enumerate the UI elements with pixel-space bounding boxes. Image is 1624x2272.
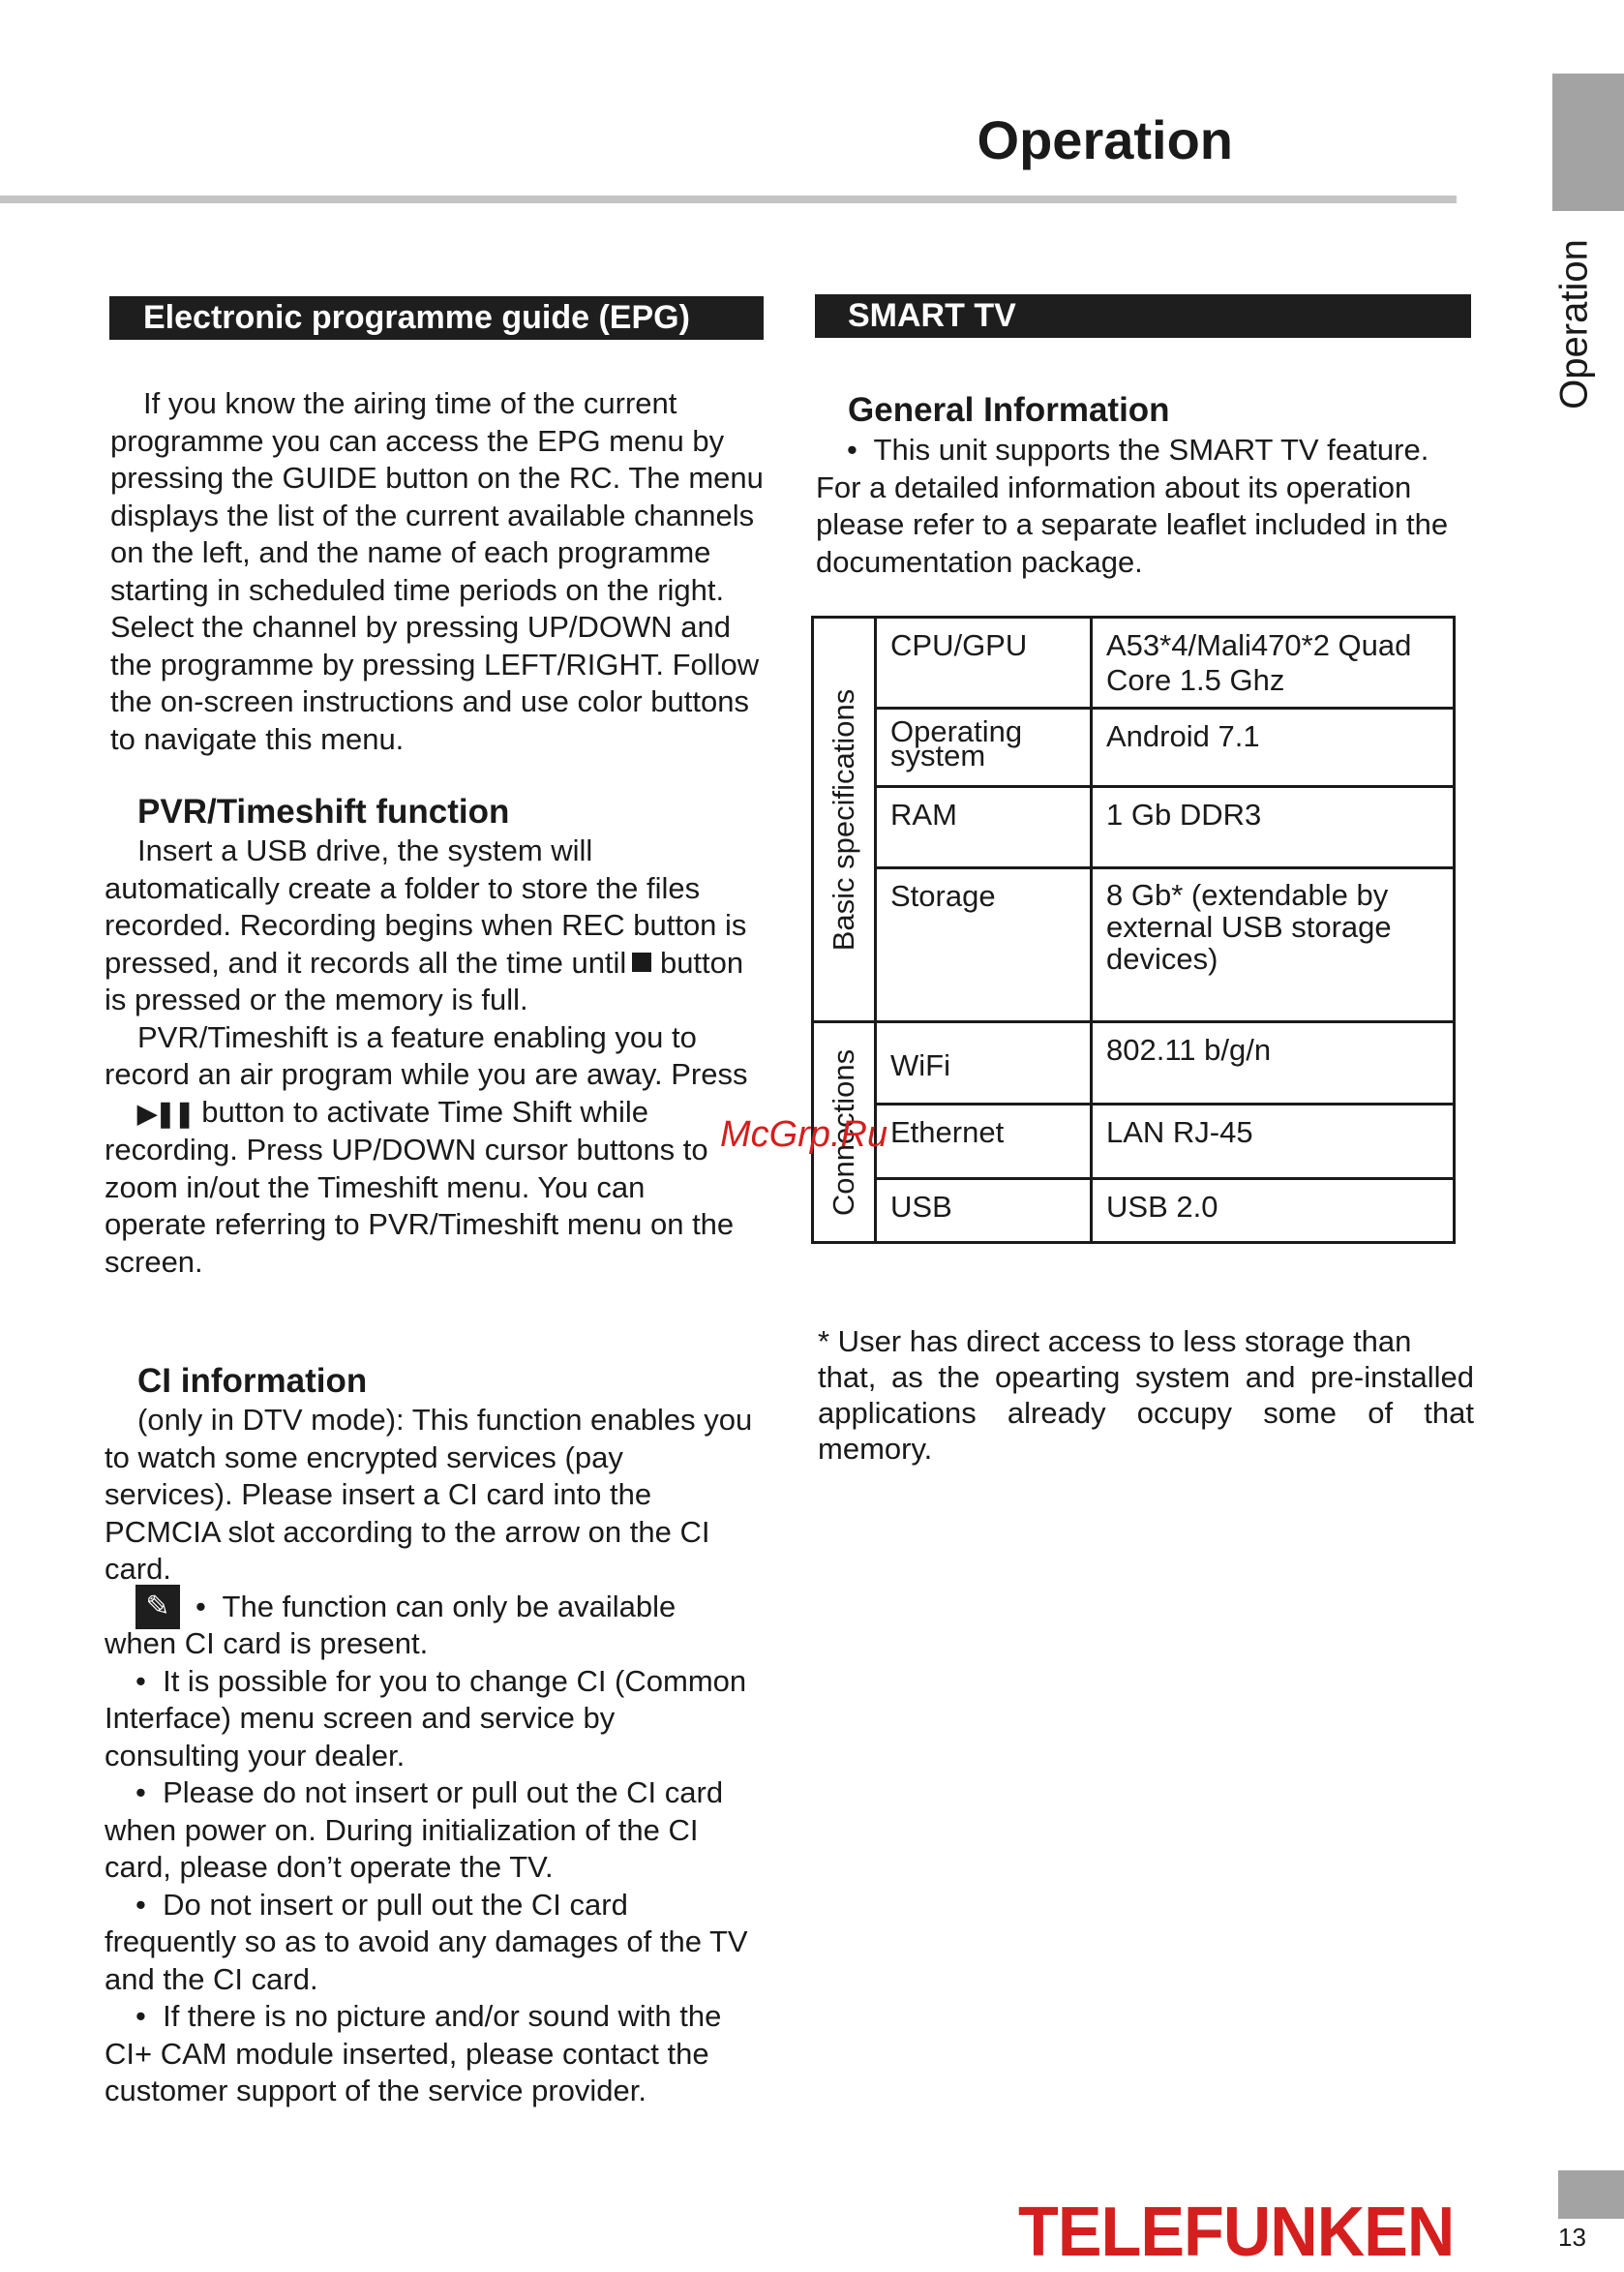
table-row bbox=[813, 618, 1455, 709]
spec-key: CPU/GPU bbox=[876, 618, 1092, 709]
smart-heading: SMART TV bbox=[848, 297, 1016, 334]
spec-key: Ethernet bbox=[876, 1105, 1092, 1179]
ci-bullet: • If there is no picture and/or sound with the CI+ CAM module inserted, please contact the customer support of the service provider. bbox=[105, 1999, 722, 2107]
pvr-paragraph-2: PVR/Timeshift is a feature enabling you to record an air program while you are away. Press ▶❚❚ button to activate Time Shift while recording. Press UP/DOWN cursor buttons to zoom in/out the Timeshift menu. You can operate referring to PVR/Timeshift menu on the screen. bbox=[105, 1019, 748, 1279]
spec-value: 8 Gb* (extendable by external USB storage devices) bbox=[1092, 868, 1455, 1022]
footnote-rest: that, as the opearting system and pre-installed applications already occupy some of that memory. bbox=[818, 1360, 1474, 1466]
table-row bbox=[813, 709, 1455, 787]
telefunken-logo: TELEFUNKEN bbox=[1018, 2194, 1455, 2271]
spec-key: RAM bbox=[876, 787, 1092, 868]
ci-bullet: • Please do not insert or pull out the CI card when power on. During initialization of the CI card, please don’t operate the TV. bbox=[105, 1775, 724, 1884]
table-row bbox=[813, 1179, 1455, 1243]
ci-section bbox=[105, 1402, 755, 2110]
smart-section bbox=[816, 432, 1474, 581]
spec-value: USB 2.0 bbox=[1092, 1179, 1455, 1243]
page-number: 13 bbox=[1558, 2223, 1586, 2252]
spec-value: Android 7.1 bbox=[1092, 709, 1455, 787]
play-pause-icon: ▶❚❚ bbox=[137, 1098, 194, 1128]
spec-table bbox=[811, 616, 1456, 1244]
storage-footnote bbox=[818, 1323, 1474, 1467]
side-tab-marker bbox=[1552, 74, 1624, 211]
spec-value: 802.11 b/g/n bbox=[1092, 1022, 1455, 1105]
spec-value: 1 Gb DDR3 bbox=[1092, 787, 1455, 868]
ci-heading: CI information bbox=[137, 1362, 368, 1400]
footnote-line-1: * User has direct access to less storage than bbox=[818, 1324, 1412, 1358]
spec-key: WiFi bbox=[876, 1022, 1092, 1105]
group-connections: Connections bbox=[813, 1022, 876, 1243]
group-basic-specifications: Basic specifications bbox=[813, 618, 876, 1022]
spec-key: Storage bbox=[876, 868, 1092, 1022]
pvr-heading: PVR/Timeshift function bbox=[137, 793, 510, 831]
table-row bbox=[813, 787, 1455, 868]
spec-key: USB bbox=[876, 1179, 1092, 1243]
epg-section bbox=[110, 385, 768, 758]
page-title: Operation bbox=[977, 109, 1233, 170]
table-row bbox=[813, 1105, 1455, 1179]
watermark: McGrp.Ru bbox=[720, 1114, 888, 1155]
table-row bbox=[813, 1022, 1455, 1105]
epg-body: If you know the airing time of the current programme you can access the EPG menu by pressing the GUIDE button on the RC. The menu displays the list of the current available channels on the left, and the name of each programme starting in scheduled time periods on the right. Select the channel by pressing UP/DOWN and the programme by pressing LEFT/RIGHT. Follow the on-screen instructions and use color buttons to navigate this menu. bbox=[110, 386, 764, 756]
side-tab-label: Operation bbox=[1552, 239, 1596, 409]
spec-value: A53*4/Mali470*2 Quad Core 1.5 Ghz bbox=[1092, 618, 1455, 709]
spec-key: Operating system bbox=[876, 709, 1092, 787]
header-rule bbox=[0, 196, 1457, 203]
epg-heading-bar bbox=[109, 296, 764, 340]
epg-heading: Electronic programme guide (EPG) bbox=[143, 299, 690, 336]
table-row bbox=[813, 868, 1455, 1022]
ci-bullet: • The function can only be available when CI card is present. bbox=[105, 1589, 677, 1660]
spec-value: LAN RJ-45 bbox=[1092, 1105, 1455, 1179]
smart-body: For a detailed information about its operation please refer to a separate leaflet included in the documentation package. bbox=[816, 470, 1449, 579]
pvr-paragraph-1: Insert a USB drive, the system will automatically create a folder to store the files recorded. Recording begins when REC button is pressed, and it records all the time until button is pressed or the memory is full. bbox=[105, 833, 747, 1016]
general-info-heading: General Information bbox=[848, 391, 1170, 429]
stop-icon bbox=[632, 953, 651, 972]
note-pencil-icon: ✎ bbox=[135, 1585, 180, 1629]
pvr-section bbox=[105, 833, 755, 1281]
smart-heading-bar bbox=[815, 294, 1471, 338]
smart-bullet: • This unit supports the SMART TV feature. bbox=[847, 433, 1429, 467]
page-number-box bbox=[1558, 2170, 1624, 2219]
ci-bullet: • Do not insert or pull out the CI card frequently so as to avoid any damages of the TV and the CI card. bbox=[105, 1887, 748, 1996]
ci-bullet: • It is possible for you to change CI (Common Interface) menu screen and service by consulting your dealer. bbox=[105, 1663, 747, 1772]
ci-intro: (only in DTV mode): This function enables you to watch some encrypted services (pay services). Please insert a CI card into the PCMCIA slot according to the arrow on the CI card. bbox=[105, 1403, 753, 1586]
